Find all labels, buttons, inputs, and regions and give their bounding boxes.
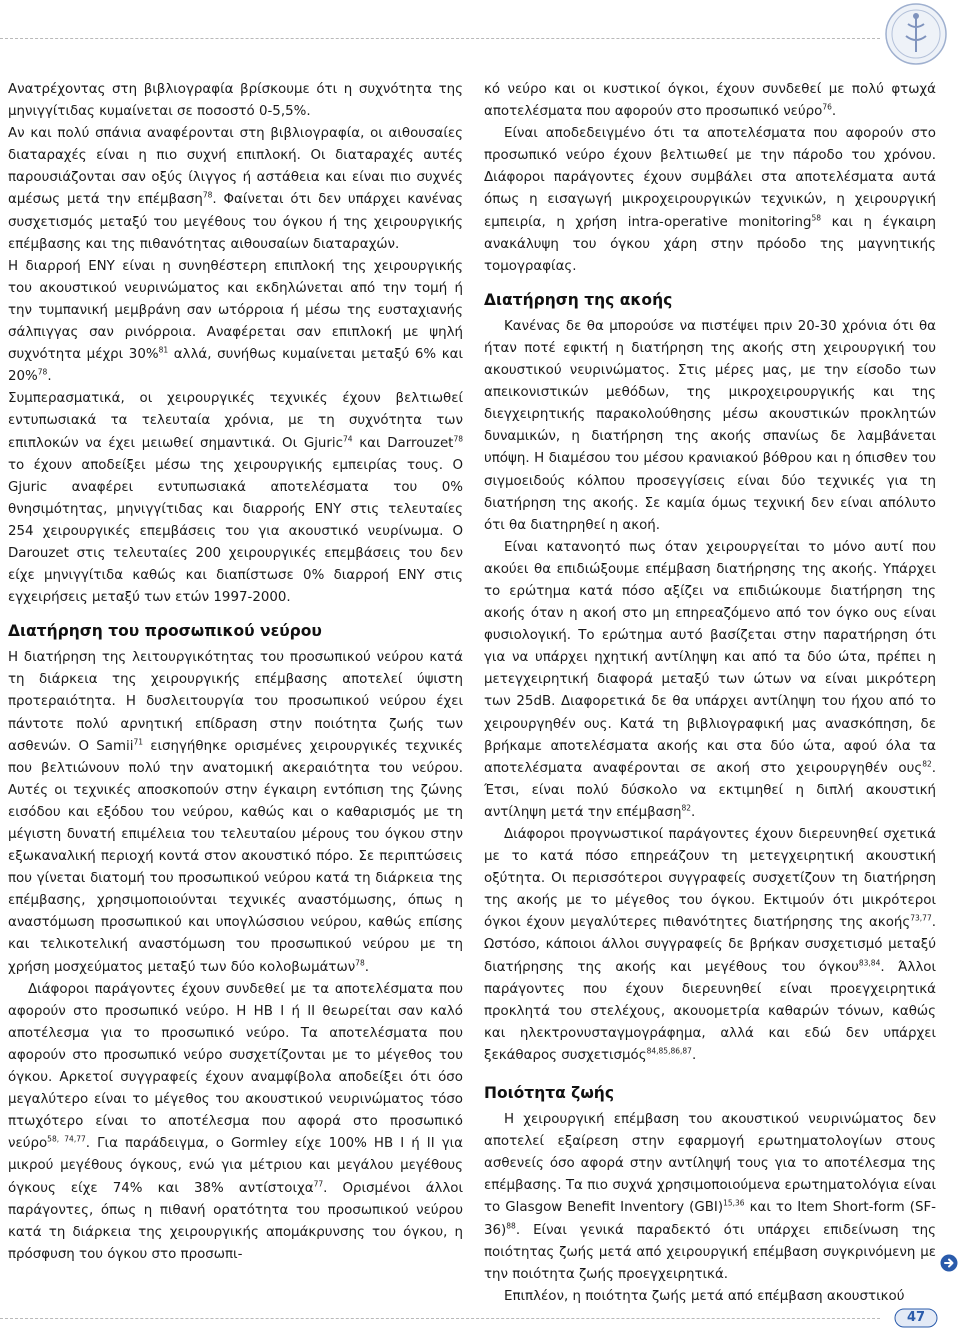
citation: 76 [822, 102, 832, 112]
citation: 84,85,86,87 [646, 1046, 692, 1056]
citation: 78 [355, 958, 365, 968]
paragraph-hearing-3: Διάφοροι προγνωστικοί παράγοντες έχουν διερευνηθεί σχετικά με το κατά πόσο επηρεάζουν τη μετεγχειρητική ακουστική οξύτητα. Οι περισσότεροι συγγραφείς συσχετίζουν τη διατήρηση της ακοής με το μέγεθος του όγκου. Εκτιμούν ότι μικρότεροι όγκοι έχουν μεγαλύτερες πιθανότητες διατήρησης της ακοής$^{73,77}$. Ωστόσο, κάποιοι άλλοι συγγραφείς δε βρήκαν συσχετισμό μεταξύ διατήρησης της ακοής και μεγέθους του όγκου$^{83,84}$. Άλλοι παράγοντες που έχουν διερευνηθεί είναι προεγχειρητικά προκλητά του στελέχους, ακουομετρία καθαρών τόνων, καθώς και ηλεκτρονυσταγμογράφημα, αλλά και εδώ δεν υπάρχει ξεκάθαρος συσχετισμός$^{84,85,86,87}$. [484, 827, 936, 1063]
medical-society-seal-icon [884, 2, 948, 66]
page-number-badge [894, 1308, 938, 1328]
paragraph-conclusion: Συμπερασματικά, οι χειρουργικές τεχνικές έχουν βελτιωθεί εντυπωσιακά τα τελευταία χρόνια, με τη συχνότητα των επιπλοκών να έχει μειωθεί σημαντικά. Οι Gjuric$^{74}$ και Darrouzet$^{78}$ το έχουν αποδείξει μέσω της χειρουργικής εμπειρίας τους. Ο Gjuric αναφέρει εντυπωσιακά αποτελέσματα του 0% θνησιμότητας, μηνιγγίτιδας και διαρροής ΕΝΥ στις τελευταίες 254 χειρουργικές επεμβάσεις του για ακουστικό νευρίνωμα. Ο Darouzet στις τελευταίες 200 χειρουργικές επεμβάσεις του δεν είχε μηνιγγίτιδα καθώς και διαπίστωσε 0% διαρροή ΕΝΥ στις εγχειρήσεις μεταξύ των ετών 1997-2000. [8, 391, 463, 606]
citation: 73,77 [910, 913, 932, 923]
paragraph-meningitis: Ανατρέχοντας στη βιβλιογραφία βρίσκουμε ότι η συχνότητα της μηνιγγίτιδας κυμαίνεται σε ποσοστό 0-5,5%. [8, 82, 463, 120]
citation: 78 [453, 434, 463, 444]
paragraph-hearing-1: Κανένας δε θα μπορούσε να πιστέψει πριν 20-30 χρόνια ότι θα ήταν ποτέ εφικτή η διατήρηση της ακοής στη χειρουργική του ακουστικού νευρινώματος. Στις μέρες μας, με την είσοδο των απεικονιστικών μεθόδων, της μικροχειρουργικής και της διεγχειρητικής παρακολούθησης μέσω ακουστικών προκλητών δυναμικών, η διατήρηση της ακοής σπανίως δε λαμβάνεται υπόψη. Η διαμέσου του μέσου κρανιακού βόθρου και η όπισθεν του σιγμοειδούς κόλπου προσεγγίσεις είναι δύο τεχνικές για τη διατήρηση της ακοής. Σε καμία όμως τεχνική δεν είναι απόλυτο ότι θα διατηρηθεί η ακοή. [484, 318, 936, 533]
citation: 78 [202, 191, 213, 200]
citation: 58, 74,77 [47, 1134, 86, 1144]
citation: 74 [343, 434, 353, 444]
paragraph-hearing-2: Είναι κατανοητό πως όταν χειρουργείται το μόνο αυτί που ακούει θα επιδιώξουμε επέμβαση διατήρησης της ακοής. Υπάρχει το ερώτημα κατά πόσο αξίζει να επιδιώκουμε διατήρηση της ακοής όταν η ακοή στο μη επηρεαζόμενο από τον όγκο ους είναι φυσιολογική. Το ερώτημα αυτό βασίζεται στην παρατήρηση ότι για να υπάρχει ηχητική αντίληψη και από τα δύο ώτα, πρέπει η μετεγχειρητική διαφορά μεταξύ των ώτων να είναι μικρότερη των 25dB. Διαφορετικά δε θα υπάρχει αντίληψη του ήχου από το χειρουργηθέν ους. Κατά τη βιβλιογραφική μας ανασκόπηση, δε βρήκαμε αποτελέσματα ακοής και στα δύο ώτα, αφού όλα τα αποτελέσματα αναφέρονται σε ακοή στο χειρουργηθέν ους$^{82}$. Έτσι, είναι πολύ δύσκολο να εκτιμηθεί η διπλή ακουστική αντίληψη μετά την επέμβαση$^{82}$. [484, 539, 936, 820]
bottom-dashed-rule [0, 1318, 880, 1319]
paragraph-facial-nerve-1: Η διατήρηση της λειτουργικότητας του προσωπικού νεύρου κατά τη διάρκεια της χειρουργικής επέμβασης αποτελεί ύψιστη προτεραιότητα. Η δυσλειτουργία του προσωπικού νεύρου έχει πάντοτε πολύ αρνητική επίδραση στην ποιότητα ζωής των ασθενών. Ο Samii$^{71}$ εισηγήθηκε ορισμένες χειρουργικές τεχνικές που βελτιώνουν πολύ την ανατομική ακεραιότητα του νεύρου. Αυτές οι τεχνικές αποσκοπούν στην έγκαιρη εντόπιση της ζώνης εισόδου και εξόδου του νεύρου, καθώς και ο καθαρισμός με τη μέγιστη δυνατή επιμέλεια του τελευταίου μέρους του όγκου στην εξωκαναλική περιοχή κοντά στον ακουστικό πόρο. Σε περιπτώσεις που γίνεται διατομή του προσωπικού νεύρου κατά τη διάρκεια της επέμβασης, χρησιμοποιούνται τεχνικές αναστόμωσης, όπως η αναστόμωση προσωπικού και υπογλώσσιου νεύρου, καθώς επίσης και τελικοτελική αναστόμωση του προσωπικού νεύρου με τη χρήση μοσχεύματος μεταξύ των δύο κολοβωμάτων$^{78}$. [8, 650, 464, 975]
heading-quality-of-life: Ποιότητα ζωής [484, 1084, 615, 1103]
paragraph-facial-nerve-2: Διάφοροι παράγοντες έχουν συνδεθεί με τα αποτελέσματα που αφορούν στο προσωπικό νεύρο. Η ΗΒ Ι ή ΙΙ θεωρείται σαν καλό αποτέλεσμα για το προσωπικό νεύρο. Τα αποτελέσματα που αφορούν στο προσωπικό νεύρο συσχετίζονται με το μέγεθος του όγκου. Αρκετοί συγγραφείς έχουν αναμφίβολα αποδείξει ότι όσο μεγαλύτερο είναι το μέγεθος του ακουστικού νευρινώματος τόσο πτωχότερο είναι το αποτέλεσμα που αφορά στο προσωπικό νεύρο$^{58, 74,77}$. Για παράδειγμα, ο Gormley είχε 100% ΗΒ Ι ή ΙΙ για μικρού μεγέθους όγκους, ενώ για μέτριου και μεγάλου μεγέθους όγκους είχε 74% και 38% αντίστοιχα$^{77}$. Ορισμένοι άλλοι παράγοντες, όπως η πιθανή ορατότητα του προσωπικού νεύρου κατά τη διάρκεια της χειρουργικής απομάκρυνσης του όγκου, η πρόσφυση του όγκου στο προσωπι- [8, 981, 463, 1262]
top-dashed-rule [0, 38, 880, 39]
paragraph-qol-2: Επιπλέον, η ποιότητα ζωής μετά από επέμβαση ακουστικού [504, 1288, 905, 1304]
citation: 77 [313, 1179, 324, 1189]
arrow-right-icon[interactable] [940, 1254, 958, 1272]
citation: 78 [37, 367, 48, 377]
citation: 15,36 [723, 1198, 745, 1208]
left-column [8, 79, 463, 1266]
citation: 88 [506, 1221, 516, 1231]
paragraph-facial-nerve-cont: κό νεύρο και οι κυστικοί όγκοι, έχουν συνδεθεί με πολύ φτωχά αποτελέσματα που αφορούν στο προσωπικό νεύρο$^{76}$. [484, 82, 936, 120]
citation: 71 [133, 737, 143, 747]
citation: 82 [922, 759, 932, 769]
heading-hearing-preservation: Διατήρηση της ακοής [484, 290, 673, 309]
right-column [484, 79, 936, 1308]
citation: 83,84 [858, 958, 881, 968]
page-number: 47 [906, 1310, 926, 1325]
heading-facial-nerve: Διατήρηση του προσωπικού νεύρου [8, 622, 322, 641]
citation: 58 [811, 213, 822, 223]
paragraph-qol-1: Η χειρουργική επέμβαση του ακουστικού νευρινώματος δεν αποτελεί εξαίρεση στην εφαρμογή ερωτηματολογίων στους ασθενείς όσο αφορά στην αντίληψή τους για το αποτέλεσμα της επέμβασης. Τα πιο συχνά χρησιμοποιούμενα ερωτηματολόγια είναι το Glasgow Benefit Inventory (GBI)$^{15,36}$ και το Item Short-form $(SF-36)^{88}$. Είναι γενικά παραδεκτό ότι υπάρχει επιδείνωση της ποιότητας ζωής μετά από χειρουργική επέμβαση συγκρινόμενη με την ποιότητα ζωής προεγχειρητικά. [484, 1112, 936, 1282]
paragraph-csf-leak: Η διαρροή ΕΝΥ είναι η συνηθέστερη επιπλοκή της χειρουργικής του ακουστικού νευρινώματος και εκδηλώνεται από την τομή ή την τυμπανική μεμβράνη σαν ωτόρροια ή μέσω της ευσταχιανής σάλπιγγας σαν ρινόρροια. Αναφέρεται σαν επιπλοκή με ψηλή συχνότητα μέχρι 30%$^{81}$ αλλά, συνήθως κυμαίνεται μεταξύ 6% και 20%$^{78}$. [8, 258, 463, 385]
paragraph-facial-nerve-improvement: Είναι αποδεδειγμένο ότι τα αποτελέσματα που αφορούν στο προσωπικό νεύρο έχουν βελτιωθεί με την πάροδο του χρόνου. Διάφοροι παράγοντες έχουν συμβάλει στα αποτελέσματα αυτά όπως η εισαγωγή μικροχειρουργικών τεχνικών, η χειρουργική εμπειρία, η χρήση intra-operative monitoring$^{58}$ και η έγκαιρη ανακάλυψη του όγκου χάρη στην πρόοδο της μαγνητικής τομογραφίας. [484, 126, 936, 274]
citation: 82 [681, 803, 692, 813]
citation: 81 [158, 345, 169, 355]
paragraph-vestibular: Αν και πολύ σπάνια αναφέρονται στη βιβλιογραφία, οι αιθουσαίες διαταραχές είναι η πιο συχνή επιπλοκή. Οι διαταραχές αυτές παρουσιάζονται σαν οξύς ίλιγγος ή αστάθεια και είναι πιο συχνές αμέσως μετά την επέμβαση$^{78}$. Φαίνεται ότι δεν υπάρχει κανένας συσχετισμός μεταξύ του μεγέθους του όγκου ή της χειρουργικής επέμβασης και της πιθανότητας αιθουσαίων διαταραχών. [8, 126, 463, 252]
